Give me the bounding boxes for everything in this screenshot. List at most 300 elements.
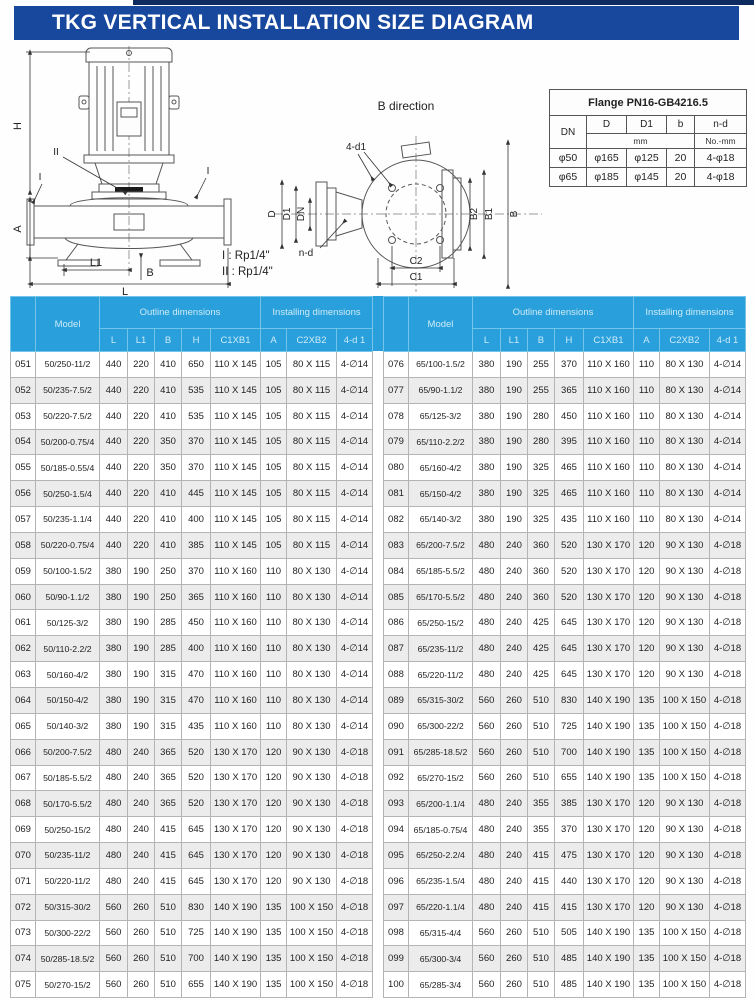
a-cell: 105 xyxy=(261,532,287,558)
hole-cell: 4-∅14 xyxy=(709,352,745,378)
b-cell: 415 xyxy=(155,868,182,894)
l1-cell: 240 xyxy=(500,817,527,843)
c1xb1-cell: 130 X 170 xyxy=(583,584,633,610)
hole-cell: 4-∅14 xyxy=(337,532,373,558)
port-1-right-label: I xyxy=(206,166,210,177)
diagram-section xyxy=(0,44,754,296)
hole-cell: 4-∅18 xyxy=(337,972,373,998)
row-number-cell: 081 xyxy=(383,481,408,507)
c2xb2-cell: 80 X 130 xyxy=(287,713,337,739)
c1xb1-cell: 110 X 160 xyxy=(583,352,633,378)
a-cell: 105 xyxy=(261,403,287,429)
size-table-row xyxy=(383,687,745,713)
size-table-row xyxy=(11,352,373,378)
hole-cell: 4-∅14 xyxy=(337,429,373,455)
c1xb1-cell: 110 X 160 xyxy=(583,507,633,533)
b-cell: 510 xyxy=(155,972,182,998)
h-cell: 520 xyxy=(554,532,583,558)
h-cell: 485 xyxy=(554,946,583,972)
l-cell: 380 xyxy=(472,352,500,378)
c1xb1-cell: 140 X 190 xyxy=(583,765,633,791)
c2xb2-cell: 80 X 130 xyxy=(659,455,709,481)
row-number-cell: 075 xyxy=(11,972,36,998)
h-cell: 645 xyxy=(554,610,583,636)
flange-b-cell: 20 xyxy=(667,149,695,168)
size-table-row xyxy=(11,610,373,636)
l1-cell: 190 xyxy=(128,558,155,584)
size-table-row xyxy=(11,765,373,791)
a-cell: 120 xyxy=(261,868,287,894)
l1-cell: 190 xyxy=(128,610,155,636)
h-cell: 505 xyxy=(554,920,583,946)
a-cell: 110 xyxy=(261,687,287,713)
h-cell: 655 xyxy=(554,765,583,791)
a-cell: 110 xyxy=(261,610,287,636)
a-cell: 135 xyxy=(261,894,287,920)
hole-cell: 4-∅18 xyxy=(709,636,745,662)
h-cell: 520 xyxy=(554,584,583,610)
row-number-cell: 091 xyxy=(383,739,408,765)
col-c1xb1-header: C1XB1 xyxy=(583,329,633,352)
c2xb2-cell: 80 X 130 xyxy=(659,429,709,455)
l1-cell: 190 xyxy=(128,687,155,713)
b-direction-diagram xyxy=(246,96,551,296)
flange-col-b: b xyxy=(667,116,695,134)
a-cell: 135 xyxy=(633,687,659,713)
a-cell: 105 xyxy=(261,507,287,533)
flange-row xyxy=(550,149,747,168)
size-table-row xyxy=(11,687,373,713)
hole-cell: 4-∅18 xyxy=(709,532,745,558)
l1-cell: 260 xyxy=(500,687,527,713)
c2xb2-cell: 80 X 115 xyxy=(287,481,337,507)
b-cell: 410 xyxy=(155,481,182,507)
hole-cell: 4-∅18 xyxy=(337,946,373,972)
hole-cell: 4-∅14 xyxy=(337,481,373,507)
l-cell: 380 xyxy=(100,584,128,610)
l-cell: 380 xyxy=(472,507,500,533)
b-cell: 510 xyxy=(527,713,554,739)
flange-col-nd: n-d xyxy=(695,116,747,134)
h-cell: 700 xyxy=(182,946,211,972)
b-cell: 510 xyxy=(527,687,554,713)
l-cell: 480 xyxy=(472,791,500,817)
a-cell: 110 xyxy=(261,713,287,739)
model-cell: 65/250-15/2 xyxy=(408,610,472,636)
b-cell: 325 xyxy=(527,507,554,533)
a-cell: 105 xyxy=(261,429,287,455)
l1-cell: 240 xyxy=(500,584,527,610)
b-cell: 360 xyxy=(527,584,554,610)
col-4d1-header: 4-d 1 xyxy=(337,329,373,352)
row-number-cell: 069 xyxy=(11,817,36,843)
l-cell: 380 xyxy=(472,429,500,455)
h-cell: 450 xyxy=(182,610,211,636)
flange-row xyxy=(550,168,747,187)
model-cell: 50/160-4/2 xyxy=(36,662,100,688)
a-cell: 135 xyxy=(261,972,287,998)
label-c1: C1 xyxy=(409,272,423,283)
a-cell: 105 xyxy=(261,481,287,507)
c2xb2-cell: 100 X 150 xyxy=(659,713,709,739)
dim-l-label: L xyxy=(121,286,129,296)
model-cell: 50/185-0.55/4 xyxy=(36,455,100,481)
a-cell: 135 xyxy=(633,713,659,739)
dim-a-label: A xyxy=(12,225,24,233)
model-cell: 65/235-11/2 xyxy=(408,636,472,662)
row-number-cell: 089 xyxy=(383,687,408,713)
size-table-row xyxy=(383,662,745,688)
row-number-cell: 064 xyxy=(11,687,36,713)
hole-cell: 4-∅14 xyxy=(709,403,745,429)
hole-cell: 4-∅18 xyxy=(709,843,745,869)
size-table-row xyxy=(11,662,373,688)
b-cell: 365 xyxy=(155,739,182,765)
a-cell: 135 xyxy=(633,739,659,765)
a-cell: 120 xyxy=(633,868,659,894)
l-cell: 480 xyxy=(472,610,500,636)
c2xb2-cell: 90 X 130 xyxy=(287,817,337,843)
a-cell: 110 xyxy=(261,558,287,584)
b-cell: 355 xyxy=(527,817,554,843)
c2xb2-cell: 90 X 130 xyxy=(659,584,709,610)
b-cell: 410 xyxy=(155,532,182,558)
c1xb1-cell: 110 X 160 xyxy=(583,377,633,403)
l1-cell: 240 xyxy=(500,558,527,584)
l-cell: 480 xyxy=(100,791,128,817)
flange-table xyxy=(549,89,747,187)
row-number-cell: 056 xyxy=(11,481,36,507)
size-table-row xyxy=(11,791,373,817)
l-cell: 480 xyxy=(472,817,500,843)
hole-cell: 4-∅18 xyxy=(709,791,745,817)
a-cell: 110 xyxy=(633,429,659,455)
row-number-cell: 096 xyxy=(383,868,408,894)
l1-cell: 220 xyxy=(128,429,155,455)
h-cell: 470 xyxy=(182,662,211,688)
h-cell: 395 xyxy=(554,429,583,455)
h-cell: 370 xyxy=(554,817,583,843)
a-cell: 110 xyxy=(261,662,287,688)
flange-col-d1: D1 xyxy=(627,116,667,134)
row-number-cell: 100 xyxy=(383,972,408,998)
a-cell: 120 xyxy=(633,894,659,920)
h-cell: 535 xyxy=(182,403,211,429)
c2xb2-cell: 100 X 150 xyxy=(287,972,337,998)
a-cell: 120 xyxy=(633,610,659,636)
hole-cell: 4-∅14 xyxy=(709,481,745,507)
hole-cell: 4-∅18 xyxy=(337,817,373,843)
c2xb2-cell: 100 X 150 xyxy=(659,946,709,972)
size-table-row xyxy=(11,429,373,455)
c1xb1-cell: 110 X 145 xyxy=(211,481,261,507)
label-c2: C2 xyxy=(409,256,423,267)
l-cell: 560 xyxy=(472,946,500,972)
row-number-cell: 052 xyxy=(11,377,36,403)
col-l-header: L xyxy=(100,329,128,352)
c1xb1-cell: 110 X 145 xyxy=(211,532,261,558)
h-cell: 475 xyxy=(554,843,583,869)
size-table-row xyxy=(11,713,373,739)
b-cell: 425 xyxy=(527,610,554,636)
c1xb1-cell: 130 X 170 xyxy=(583,662,633,688)
flange-d1-cell: φ125 xyxy=(627,149,667,168)
a-cell: 105 xyxy=(261,377,287,403)
c1xb1-cell: 110 X 160 xyxy=(583,403,633,429)
l1-cell: 240 xyxy=(128,765,155,791)
col-h-header: H xyxy=(182,329,211,352)
b-direction-labels xyxy=(267,142,520,283)
l1-cell: 220 xyxy=(128,481,155,507)
model-cell: 50/150-4/2 xyxy=(36,687,100,713)
b-cell: 315 xyxy=(155,662,182,688)
b-cell: 365 xyxy=(155,765,182,791)
size-table-row xyxy=(383,920,745,946)
b-cell: 415 xyxy=(527,868,554,894)
a-cell: 110 xyxy=(261,636,287,662)
col-b-header: B xyxy=(527,329,554,352)
c1xb1-cell: 130 X 170 xyxy=(583,636,633,662)
flange-nd-cell: 4-φ18 xyxy=(695,168,747,187)
model-cell: 50/140-3/2 xyxy=(36,713,100,739)
c2xb2-cell: 80 X 130 xyxy=(287,636,337,662)
h-cell: 650 xyxy=(182,352,211,378)
b-cell: 255 xyxy=(527,352,554,378)
model-cell: 50/185-5.5/2 xyxy=(36,765,100,791)
c1xb1-cell: 110 X 145 xyxy=(211,455,261,481)
c1xb1-cell: 130 X 170 xyxy=(583,791,633,817)
c1xb1-cell: 110 X 160 xyxy=(211,687,261,713)
row-number-cell: 084 xyxy=(383,558,408,584)
c1xb1-cell: 140 X 190 xyxy=(211,894,261,920)
l-cell: 380 xyxy=(100,687,128,713)
a-cell: 110 xyxy=(633,455,659,481)
port-2-label: II xyxy=(53,147,59,158)
b-cell: 315 xyxy=(155,713,182,739)
l1-cell: 220 xyxy=(128,403,155,429)
c2xb2-cell: 90 X 130 xyxy=(287,843,337,869)
hole-cell: 4-∅18 xyxy=(337,843,373,869)
row-number-cell: 057 xyxy=(11,507,36,533)
model-cell: 65/235-1.5/4 xyxy=(408,868,472,894)
b-cell: 425 xyxy=(527,662,554,688)
hole-cell: 4-∅18 xyxy=(337,791,373,817)
l1-cell: 190 xyxy=(500,481,527,507)
b-cell: 250 xyxy=(155,584,182,610)
l-cell: 560 xyxy=(100,894,128,920)
hole-cell: 4-∅18 xyxy=(709,584,745,610)
model-cell: 65/170-5.5/2 xyxy=(408,584,472,610)
hole-cell: 4-∅18 xyxy=(709,817,745,843)
row-number-cell: 062 xyxy=(11,636,36,662)
flange-dn-cell: φ50 xyxy=(550,149,587,168)
c2xb2-cell: 90 X 130 xyxy=(659,791,709,817)
hole-cell: 4-∅18 xyxy=(709,610,745,636)
h-cell: 400 xyxy=(182,636,211,662)
a-cell: 105 xyxy=(261,352,287,378)
size-table-row xyxy=(383,791,745,817)
c1xb1-cell: 110 X 145 xyxy=(211,429,261,455)
l1-cell: 240 xyxy=(128,791,155,817)
hole-cell: 4-∅18 xyxy=(709,558,745,584)
l1-cell: 240 xyxy=(500,791,527,817)
a-cell: 110 xyxy=(633,377,659,403)
row-number-cell: 070 xyxy=(11,843,36,869)
h-cell: 830 xyxy=(554,687,583,713)
c2xb2-cell: 100 X 150 xyxy=(659,687,709,713)
a-cell: 120 xyxy=(633,532,659,558)
model-cell: 65/110-2.2/2 xyxy=(408,429,472,455)
l-cell: 440 xyxy=(100,455,128,481)
l-cell: 380 xyxy=(100,636,128,662)
size-table-row xyxy=(383,817,745,843)
h-cell: 725 xyxy=(182,920,211,946)
pump-dimension-lines xyxy=(26,52,228,288)
dim-b-label: B xyxy=(146,267,154,279)
size-table-row xyxy=(11,972,373,998)
flange-b-cell: 20 xyxy=(667,168,695,187)
l-cell: 480 xyxy=(472,532,500,558)
c2xb2-cell: 80 X 115 xyxy=(287,429,337,455)
l1-cell: 260 xyxy=(128,894,155,920)
hole-cell: 4-∅18 xyxy=(337,868,373,894)
l-cell: 480 xyxy=(472,584,500,610)
h-cell: 645 xyxy=(182,868,211,894)
l-cell: 440 xyxy=(100,507,128,533)
size-table-row xyxy=(11,507,373,533)
c2xb2-cell: 80 X 130 xyxy=(287,662,337,688)
row-number-header xyxy=(383,297,408,352)
c1xb1-cell: 110 X 145 xyxy=(211,352,261,378)
model-cell: 65/315-4/4 xyxy=(408,920,472,946)
c1xb1-cell: 110 X 160 xyxy=(583,455,633,481)
l1-cell: 220 xyxy=(128,377,155,403)
c1xb1-cell: 140 X 190 xyxy=(583,972,633,998)
a-cell: 120 xyxy=(633,791,659,817)
port-1-left-label: I xyxy=(38,172,42,183)
c2xb2-cell: 80 X 130 xyxy=(287,558,337,584)
hole-cell: 4-∅18 xyxy=(709,868,745,894)
b-cell: 510 xyxy=(527,946,554,972)
b-direction-outline xyxy=(274,136,542,292)
model-cell: 50/300-22/2 xyxy=(36,920,100,946)
model-cell: 65/185-5.5/2 xyxy=(408,558,472,584)
model-cell: 65/100-1.5/2 xyxy=(408,352,472,378)
row-number-cell: 053 xyxy=(11,403,36,429)
col-l-header: L xyxy=(472,329,500,352)
size-table-row xyxy=(11,558,373,584)
b-cell: 410 xyxy=(155,403,182,429)
l-cell: 380 xyxy=(100,713,128,739)
h-cell: 520 xyxy=(182,765,211,791)
l-cell: 560 xyxy=(472,765,500,791)
b-cell: 360 xyxy=(527,558,554,584)
model-cell: 50/200-0.75/4 xyxy=(36,429,100,455)
hole-cell: 4-∅14 xyxy=(709,429,745,455)
row-number-cell: 067 xyxy=(11,765,36,791)
c2xb2-cell: 100 X 150 xyxy=(659,920,709,946)
flange-col-d: D xyxy=(587,116,627,134)
c1xb1-cell: 110 X 145 xyxy=(211,377,261,403)
a-cell: 120 xyxy=(261,739,287,765)
a-cell: 110 xyxy=(633,507,659,533)
a-cell: 110 xyxy=(261,584,287,610)
row-number-cell: 099 xyxy=(383,946,408,972)
b-cell: 510 xyxy=(527,920,554,946)
model-cell: 50/110-2.2/2 xyxy=(36,636,100,662)
b-cell: 425 xyxy=(527,636,554,662)
size-table-row xyxy=(383,532,745,558)
hole-cell: 4-∅14 xyxy=(337,687,373,713)
hole-cell: 4-∅14 xyxy=(709,507,745,533)
hole-cell: 4-∅14 xyxy=(337,377,373,403)
row-number-cell: 077 xyxy=(383,377,408,403)
b-cell: 415 xyxy=(527,843,554,869)
b-cell: 285 xyxy=(155,610,182,636)
size-table-row xyxy=(383,377,745,403)
col-l1-header: L1 xyxy=(500,329,527,352)
a-cell: 110 xyxy=(633,403,659,429)
label-4d1: 4-d1 xyxy=(345,142,367,153)
h-cell: 445 xyxy=(182,481,211,507)
c2xb2-cell: 100 X 150 xyxy=(287,894,337,920)
l1-cell: 260 xyxy=(128,920,155,946)
model-cell: 50/270-15/2 xyxy=(36,972,100,998)
dim-l1-label: L1 xyxy=(89,257,103,269)
l1-cell: 190 xyxy=(500,377,527,403)
l-cell: 380 xyxy=(472,455,500,481)
c2xb2-cell: 80 X 130 xyxy=(659,352,709,378)
l1-cell: 190 xyxy=(500,429,527,455)
h-cell: 365 xyxy=(182,584,211,610)
model-cell: 50/90-1.1/2 xyxy=(36,584,100,610)
c2xb2-cell: 90 X 130 xyxy=(659,532,709,558)
l-cell: 480 xyxy=(100,765,128,791)
c2xb2-cell: 80 X 115 xyxy=(287,532,337,558)
flange-dn-cell: φ65 xyxy=(550,168,587,187)
c1xb1-cell: 130 X 170 xyxy=(211,791,261,817)
l1-cell: 240 xyxy=(128,843,155,869)
model-cell: 50/235-11/2 xyxy=(36,843,100,869)
size-table-row xyxy=(11,946,373,972)
l-cell: 480 xyxy=(472,662,500,688)
col-4d1-header: 4-d 1 xyxy=(709,329,745,352)
model-cell: 50/100-1.5/2 xyxy=(36,558,100,584)
h-cell: 470 xyxy=(182,687,211,713)
size-table-row xyxy=(383,765,745,791)
flange-table-box xyxy=(549,89,746,187)
row-number-cell: 087 xyxy=(383,636,408,662)
hole-cell: 4-∅18 xyxy=(709,765,745,791)
l1-cell: 240 xyxy=(128,739,155,765)
b-cell: 510 xyxy=(155,894,182,920)
l-cell: 480 xyxy=(100,868,128,894)
h-cell: 435 xyxy=(554,507,583,533)
model-cell: 65/285-18.5/2 xyxy=(408,739,472,765)
c2xb2-cell: 90 X 130 xyxy=(287,868,337,894)
l1-cell: 260 xyxy=(500,739,527,765)
model-cell: 50/250-11/2 xyxy=(36,352,100,378)
b-cell: 325 xyxy=(527,455,554,481)
l-cell: 380 xyxy=(472,377,500,403)
model-header: Model xyxy=(408,297,472,352)
model-cell: 65/300-22/2 xyxy=(408,713,472,739)
size-table-row xyxy=(383,972,745,998)
label-d: D xyxy=(267,210,278,218)
l-cell: 380 xyxy=(472,403,500,429)
size-table-row xyxy=(383,403,745,429)
size-table-left xyxy=(10,296,373,998)
